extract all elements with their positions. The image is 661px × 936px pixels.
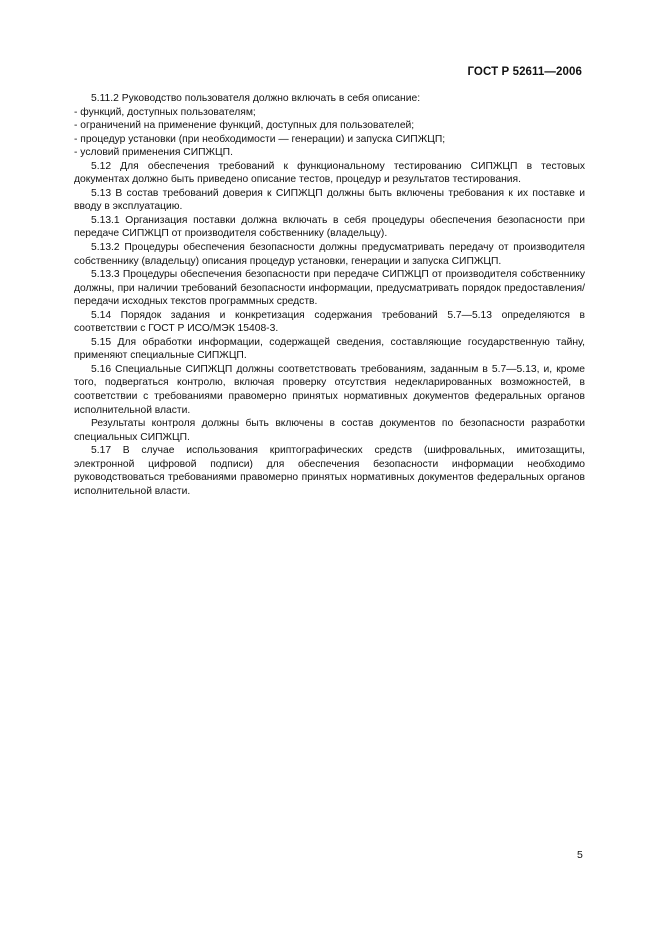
page-number: 5 — [577, 849, 583, 861]
list-item: - функций, доступных пользователям; — [74, 106, 256, 118]
paragraph-5-12: 5.12 Для обеспечения требований к функциональному тестированию СИПЖЦП в тестовых документах должно быть приведено описание тестов, процедур и результатов тестирования. — [74, 160, 585, 186]
paragraph-5-11-2: 5.11.2 Руководство пользователя должно включать в себя описание: — [91, 93, 421, 104]
paragraph-5-13: 5.13 В состав требований доверия к СИПЖЦП должны быть включены требования к их поставке и вводу в эксплуатацию. — [74, 187, 585, 213]
paragraph-5-13-3: 5.13.3 Процедуры обеспечения безопасности при передаче СИПЖЦП от производителя собственнику должны, при наличии требований безопасности информации, предусматривать порядок предоставления/передачи исходных текстов программных средств. — [74, 269, 585, 308]
paragraph-5-15: 5.15 Для обработки информации, содержащей сведения, составляющие государственную тайну, применяют специальные СИПЖЦП. — [74, 336, 585, 362]
paragraph-5-13-2: 5.13.2 Процедуры обеспечения безопасности должны предусматривать передачу от производителя собственнику (владельцу) описания процедур установки, генерации и запуска СИПЖЦП. — [74, 242, 585, 267]
paragraph-5-17: 5.17 В случае использования криптографических средств (шифровальных, имитозащиты, электронной цифровой подписи) для обеспечения безопасности информации необходимо руководствоваться требованиями правомерно принятых нормативных документов федеральных органов исполнительной власти. — [74, 445, 585, 497]
document-header: ГОСТ Р 52611—2006 — [467, 66, 582, 78]
paragraph-5-14: 5.14 Порядок задания и конкретизация содержания требований 5.7—5.13 определяются в соответствии с ГОСТ Р ИСО/МЭК 15408-3. — [74, 309, 585, 335]
list-item: - процедур установки (при необходимости — генерации) и запуска СИПЖЦП; — [74, 133, 446, 145]
paragraph-control-results: Результаты контроля должны быть включены в состав документов по безопасности разработки специальных СИПЖЦП. — [74, 418, 585, 443]
list-item: - условий применения СИПЖЦП. — [74, 147, 233, 159]
document-body — [74, 92, 585, 498]
paragraph-5-16: 5.16 Специальные СИПЖЦП должны соответствовать требованиям, заданным в 5.7—5.13, и, кроме того, подвергаться контролю, включая проверку отсутствия недекларированных возможностей, в соответствии с требованиями правомерно принятых нормативных документов федеральных органов исполнительной власти. — [74, 363, 585, 416]
paragraph-5-13-1: 5.13.1 Организация поставки должна включать в себя процедуры обеспечения безопасности при передаче СИПЖЦП от производителя собственнику (владельцу). — [74, 214, 585, 240]
list-item: - ограничений на применение функций, доступных для пользователей; — [74, 120, 415, 132]
